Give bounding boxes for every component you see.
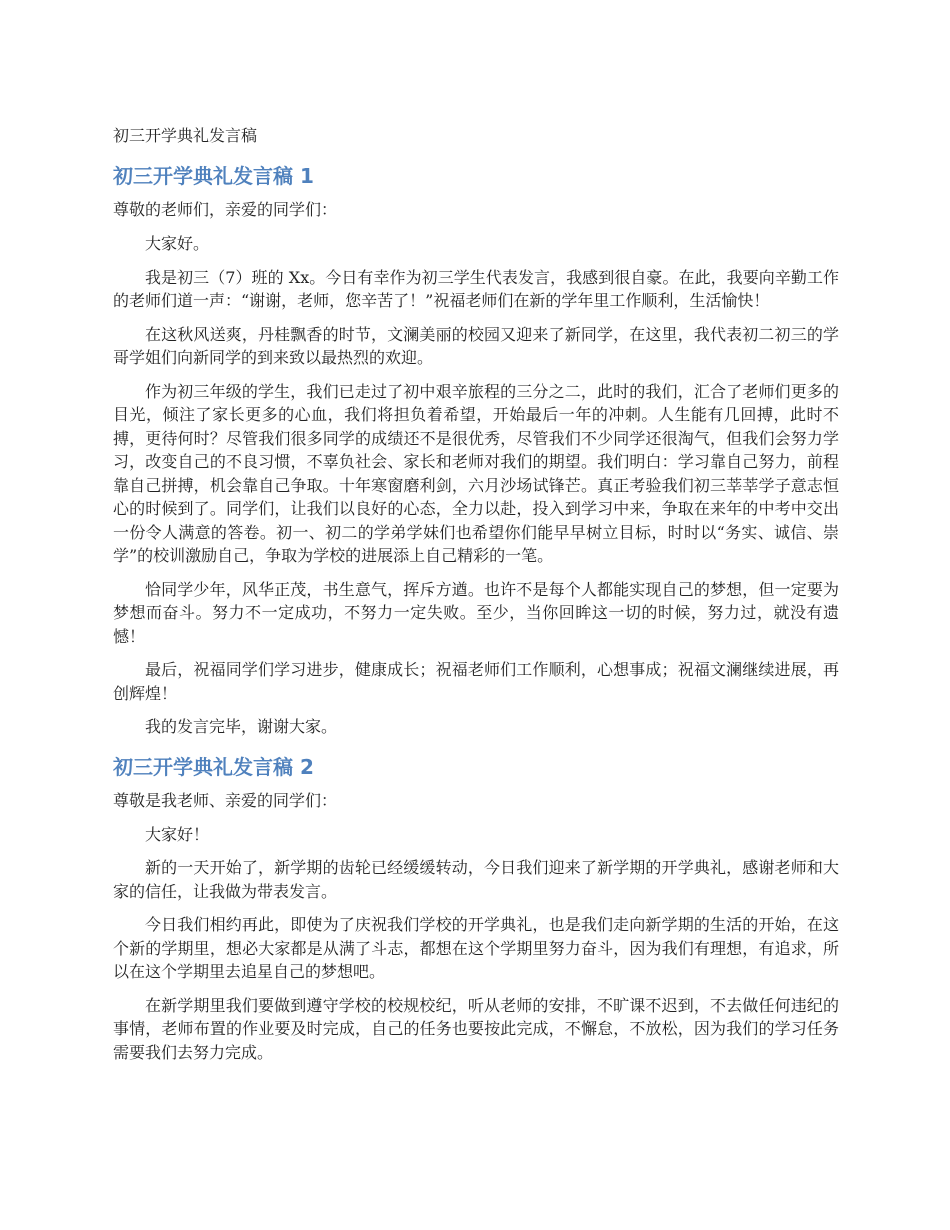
- salutation: 尊敬的老师们，亲爱的同学们：: [113, 200, 338, 219]
- paragraph: 我是初三（7）班的 Xx。今日有幸作为初三学生代表发言，我感到很自豪。在此，我要向辛勤工作的老师们道一声：“谢谢，老师，您辛苦了！”祝福老师们在新的学年里工作顺利，生活愉快！: [113, 267, 839, 310]
- section-2: [113, 753, 839, 1065]
- section-1: [113, 162, 839, 739]
- paragraph: 大家好！: [145, 824, 210, 844]
- section-heading: 初三开学典礼发言稿 1: [113, 164, 314, 188]
- paragraph: 今日我们相约再此，即使为了庆祝我们学校的开学典礼，也是我们走向新学期的生活的开始，在这个新的学期里，想必大家都是从满了斗志，都想在这个学期里努力奋斗，因为我们有理想，有追求，所以在这个学期里去追星自己的梦想吧。: [113, 915, 839, 981]
- paragraph: 在这秋风送爽，丹桂飘香的时节，文澜美丽的校园又迎来了新同学，在这里，我代表初二初三的学哥学姐们向新同学的到来致以最热烈的欢迎。: [113, 324, 839, 367]
- paragraph: 我的发言完毕，谢谢大家。: [145, 717, 338, 736]
- paragraph: 新的一天开始了，新学期的齿轮已经缓缓转动，今日我们迎来了新学期的开学典礼，感谢老师和大家的信任，让我做为带表发言。: [113, 858, 839, 901]
- paragraph: 恰同学少年，风华正茂，书生意气，挥斥方遒。也许不是每个人都能实现自己的梦想，但一定要为梦想而奋斗。努力不一定成功，不努力一定失败。至少，当你回眸这一切的时候，努力过，就没有遗憾！: [113, 579, 839, 646]
- document-title: 初三开学典礼发言稿: [113, 126, 258, 145]
- paragraph: 作为初三年级的学生，我们已走过了初中艰辛旅程的三分之二，此时的我们，汇合了老师们更多的目光，倾注了家长更多的心血，我们将担负着希望，开始最后一年的冲刺。人生能有几回搏，此时不搏，更待何时？尽管我们很多同学的成绩还不是很优秀，尽管我们不少同学还很淘气，但我们会努力学习，改变自己的不良习惯，不辜负社会、家长和老师对我们的期望。我们明白：学习靠自己努力，前程靠自己拼搏，机会靠自己争取。十年寒窗磨利剑，六月沙场试锋芒。真正考验我们初三莘莘学子意志恒心的时候到了。同学们，让我们以良好的心态，全力以赴，投入到学习中来，争取在来年的中考中交出一份令人满意的答卷。初一、初二的学弟学妹们也希望你们能早早树立目标，时时以“务实、诚信、崇学”的校训激励自己，争取为学校的进展添上自己精彩的一笔。: [113, 381, 839, 565]
- paragraph: 在新学期里我们要做到遵守学校的校规校纪，听从老师的安排，不旷课不迟到，不去做任何违纪的事情，老师布置的作业要及时完成，自己的任务也要按此完成，不懈怠，不放松，因为我们的学习任务需要我们去努力完成。: [113, 995, 839, 1062]
- document-page: [113, 124, 839, 1074]
- salutation: 尊敬是我老师、亲爱的同学们：: [113, 790, 338, 810]
- paragraph: 大家好。: [145, 234, 210, 253]
- paragraph: 最后，祝福同学们学习进步，健康成长；祝福老师们工作顺利，心想事成；祝福文澜继续进展，再创辉煌！: [113, 660, 839, 703]
- section-heading: 初三开学典礼发言稿 2: [113, 754, 314, 779]
